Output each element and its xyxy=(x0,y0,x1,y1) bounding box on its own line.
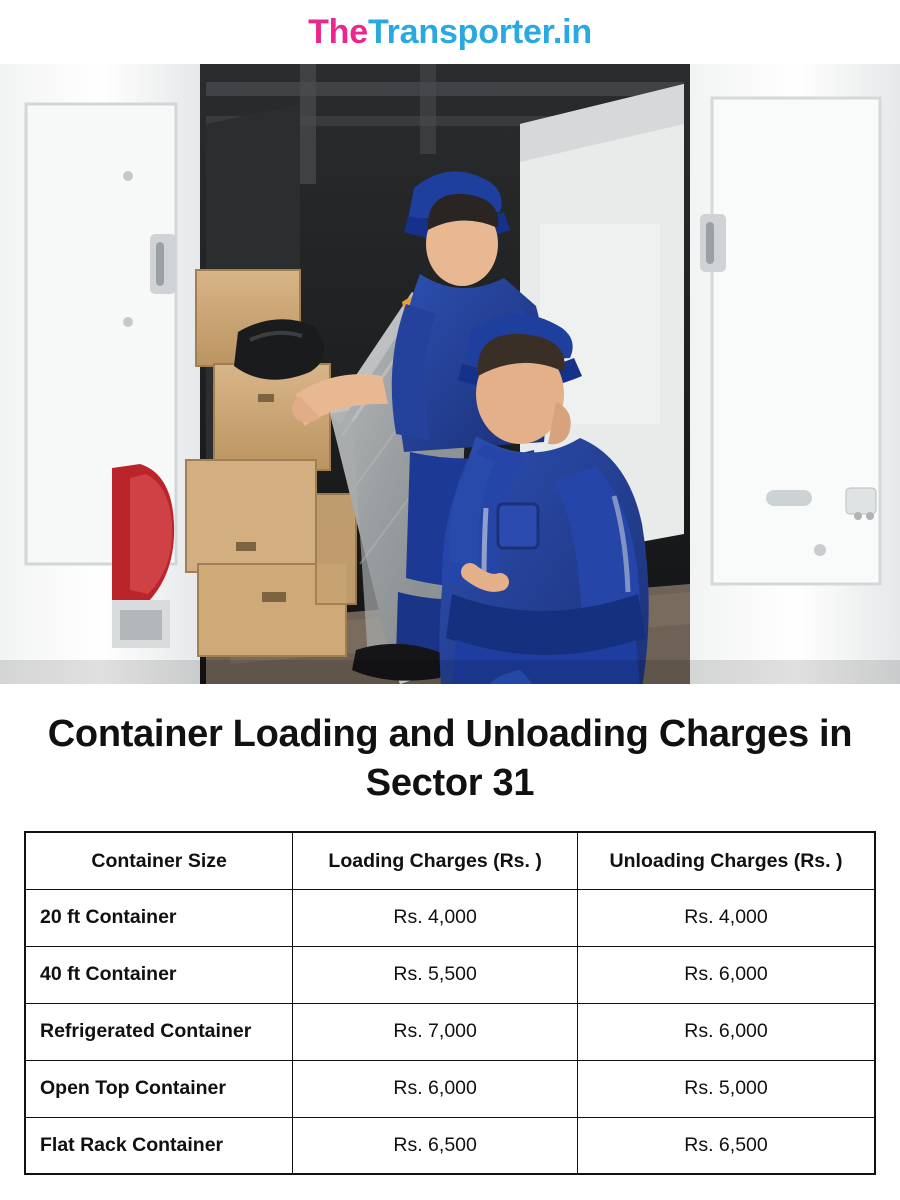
charges-table xyxy=(24,831,876,1175)
table-header-row xyxy=(25,832,875,889)
cell-unloading-charge: Rs. 6,500 xyxy=(578,1117,876,1174)
site-header xyxy=(0,0,900,64)
cell-unloading-charge: Rs. 4,000 xyxy=(578,889,876,946)
cell-loading-charge: Rs. 6,500 xyxy=(293,1117,578,1174)
cell-loading-charge: Rs. 7,000 xyxy=(293,1003,578,1060)
hero-illustration xyxy=(0,64,900,684)
page-title: Container Loading and Unloading Charges in Sector 31 xyxy=(47,713,853,804)
cell-loading-charge: Rs. 5,500 xyxy=(293,946,578,1003)
cell-container-size: 40 ft Container xyxy=(25,946,293,1003)
cell-container-size: Open Top Container xyxy=(25,1060,293,1117)
cell-unloading-charge: Rs. 6,000 xyxy=(578,1003,876,1060)
table-row xyxy=(25,1060,875,1117)
cell-container-size: Flat Rack Container xyxy=(25,1117,293,1174)
table-row xyxy=(25,946,875,1003)
cell-loading-charge: Rs. 4,000 xyxy=(293,889,578,946)
charges-table-wrap xyxy=(0,817,900,1175)
cell-container-size: Refrigerated Container xyxy=(25,1003,293,1060)
logo-text-domain: .in xyxy=(552,13,592,51)
column-header-unloading-charges: Unloading Charges (Rs. ) xyxy=(578,832,876,889)
table-row xyxy=(25,889,875,946)
cell-unloading-charge: Rs. 5,000 xyxy=(578,1060,876,1117)
cell-unloading-charge: Rs. 6,000 xyxy=(578,946,876,1003)
page-title-wrap xyxy=(0,684,900,817)
column-header-loading-charges: Loading Charges (Rs. ) xyxy=(293,832,578,889)
table-row xyxy=(25,1117,875,1174)
column-header-container-size: Container Size xyxy=(25,832,293,889)
logo-text-the: The xyxy=(308,13,368,51)
cell-container-size: 20 ft Container xyxy=(25,889,293,946)
site-logo[interactable] xyxy=(308,15,592,49)
cell-loading-charge: Rs. 6,000 xyxy=(293,1060,578,1117)
logo-text-transporter: Transporter xyxy=(367,13,553,51)
hero-image xyxy=(0,64,900,684)
table-row xyxy=(25,1003,875,1060)
